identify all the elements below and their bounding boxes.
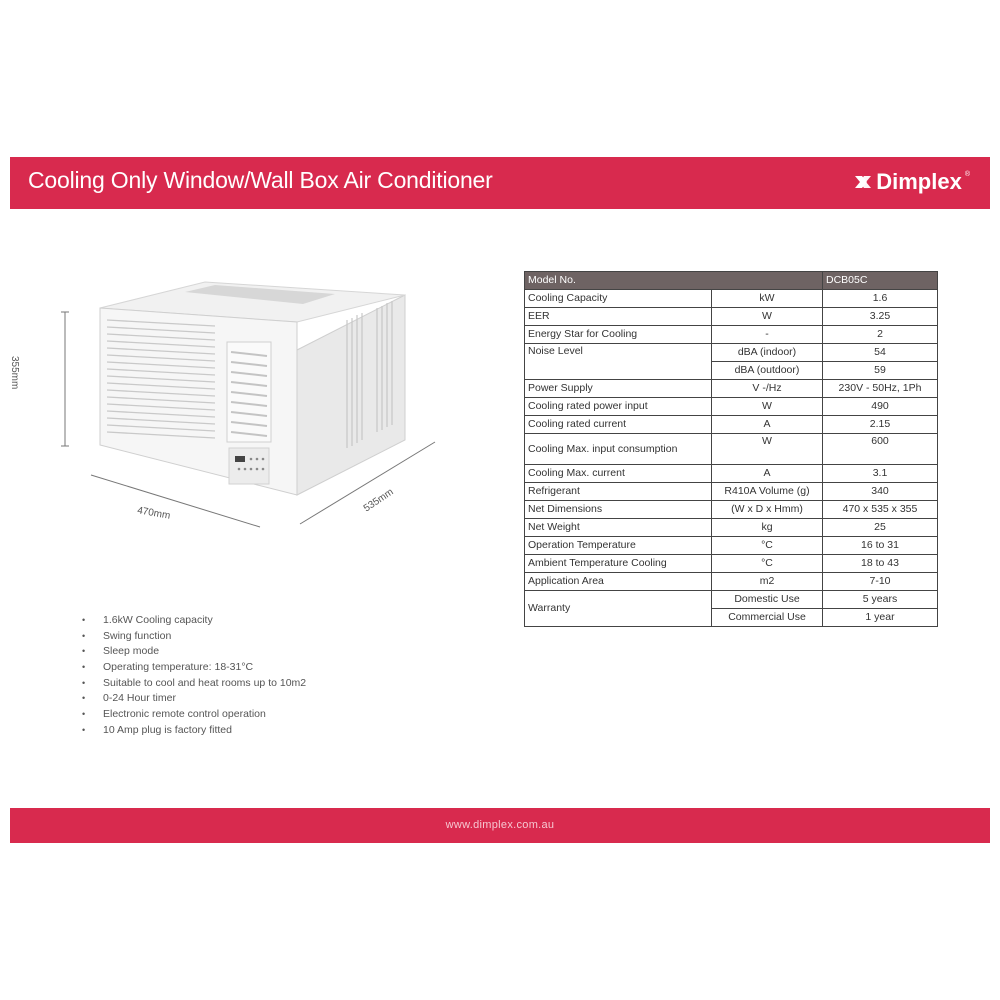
spec-label: Net Dimensions	[525, 501, 712, 519]
spec-label: Net Weight	[525, 519, 712, 537]
spec-value: 600	[823, 434, 938, 465]
table-row	[525, 308, 938, 326]
list-item: • Suitable to cool and heat rooms up to 10m2	[82, 676, 306, 692]
table-row	[525, 416, 938, 434]
spec-unit: (W x D x Hmm)	[712, 501, 823, 519]
width-dimension-label: 470mm	[136, 505, 172, 522]
header-model-cell: DCB05C	[823, 272, 938, 290]
list-item: • Swing function	[82, 629, 306, 645]
spec-label: Ambient Temperature Cooling	[525, 555, 712, 573]
list-item: • 1.6kW Cooling capacity	[82, 613, 306, 629]
table-header-row	[525, 272, 938, 290]
spec-unit: W	[712, 398, 823, 416]
footer-band	[10, 808, 990, 843]
table-row	[525, 290, 938, 308]
spec-value: 7-10	[823, 573, 938, 591]
spec-value: 18 to 43	[823, 555, 938, 573]
spec-unit: -	[712, 326, 823, 344]
spec-label: Warranty	[525, 591, 712, 627]
features-list	[82, 613, 306, 739]
list-item: • 10 Amp plug is factory fitted	[82, 723, 306, 739]
spec-unit: W	[712, 308, 823, 326]
spec-label: Cooling Max. current	[525, 465, 712, 483]
list-item: • Electronic remote control operation	[82, 707, 306, 723]
spec-unit: A	[712, 465, 823, 483]
specifications-table	[524, 271, 938, 627]
table-row	[525, 483, 938, 501]
spec-label: Cooling Capacity	[525, 290, 712, 308]
spec-value: 2.15	[823, 416, 938, 434]
spec-value: 25	[823, 519, 938, 537]
spec-unit: dBA (outdoor)	[712, 362, 823, 380]
spec-label: EER	[525, 308, 712, 326]
spec-value: 490	[823, 398, 938, 416]
table-row	[525, 591, 938, 609]
spec-unit: °C	[712, 555, 823, 573]
spec-label: Cooling rated current	[525, 416, 712, 434]
spec-value: 230V - 50Hz, 1Ph	[823, 380, 938, 398]
spec-unit: kg	[712, 519, 823, 537]
spec-value: 16 to 31	[823, 537, 938, 555]
table-row	[525, 434, 938, 465]
brand-registered-mark: ®	[964, 170, 970, 178]
dimplex-logo-icon	[853, 172, 873, 192]
list-item: • 0-24 Hour timer	[82, 691, 306, 707]
list-item: • Sleep mode	[82, 644, 306, 660]
spec-unit: dBA (indoor)	[712, 344, 823, 362]
spec-value: 5 years	[823, 591, 938, 609]
table-row	[525, 380, 938, 398]
spec-value: 2	[823, 326, 938, 344]
spec-unit: W	[712, 434, 823, 465]
spec-unit: m2	[712, 573, 823, 591]
table-row	[525, 573, 938, 591]
spec-value: 340	[823, 483, 938, 501]
spec-unit: Commercial Use	[712, 609, 823, 627]
table-row	[525, 398, 938, 416]
header-label-cell: Model No.	[525, 272, 823, 290]
spec-label: Cooling Max. input consumption	[525, 434, 712, 465]
spec-value: 1.6	[823, 290, 938, 308]
table-row	[525, 555, 938, 573]
list-item: • Operating temperature: 18-31°C	[82, 660, 306, 676]
brand-logo	[853, 169, 970, 195]
spec-label: Operation Temperature	[525, 537, 712, 555]
spec-value: 470 x 535 x 355	[823, 501, 938, 519]
spec-value: 1 year	[823, 609, 938, 627]
spec-value: 3.25	[823, 308, 938, 326]
spec-label: Refrigerant	[525, 483, 712, 501]
spec-value: 59	[823, 362, 938, 380]
table-row	[525, 519, 938, 537]
table-row	[525, 465, 938, 483]
spec-label: Noise Level	[525, 344, 712, 380]
page-title: Cooling Only Window/Wall Box Air Conditioner	[28, 167, 493, 193]
brand-name: Dimplex	[876, 169, 962, 194]
spec-label: Application Area	[525, 573, 712, 591]
header-band	[10, 157, 990, 209]
spec-unit: A	[712, 416, 823, 434]
spec-unit: R410A Volume (g)	[712, 483, 823, 501]
spec-value: 54	[823, 344, 938, 362]
spec-label: Energy Star for Cooling	[525, 326, 712, 344]
spec-unit: V -/Hz	[712, 380, 823, 398]
spec-label: Cooling rated power input	[525, 398, 712, 416]
table-row	[525, 501, 938, 519]
spec-unit: kW	[712, 290, 823, 308]
footer-website-link[interactable]: www.dimplex.com.au	[445, 819, 555, 831]
depth-dimension-label: 535mm	[361, 486, 396, 515]
table-row	[525, 344, 938, 362]
spec-unit: Domestic Use	[712, 591, 823, 609]
spec-value: 3.1	[823, 465, 938, 483]
spec-unit: °C	[712, 537, 823, 555]
table-row	[525, 537, 938, 555]
height-dimension-label: 355mm	[9, 356, 20, 390]
spec-label: Power Supply	[525, 380, 712, 398]
table-row	[525, 326, 938, 344]
